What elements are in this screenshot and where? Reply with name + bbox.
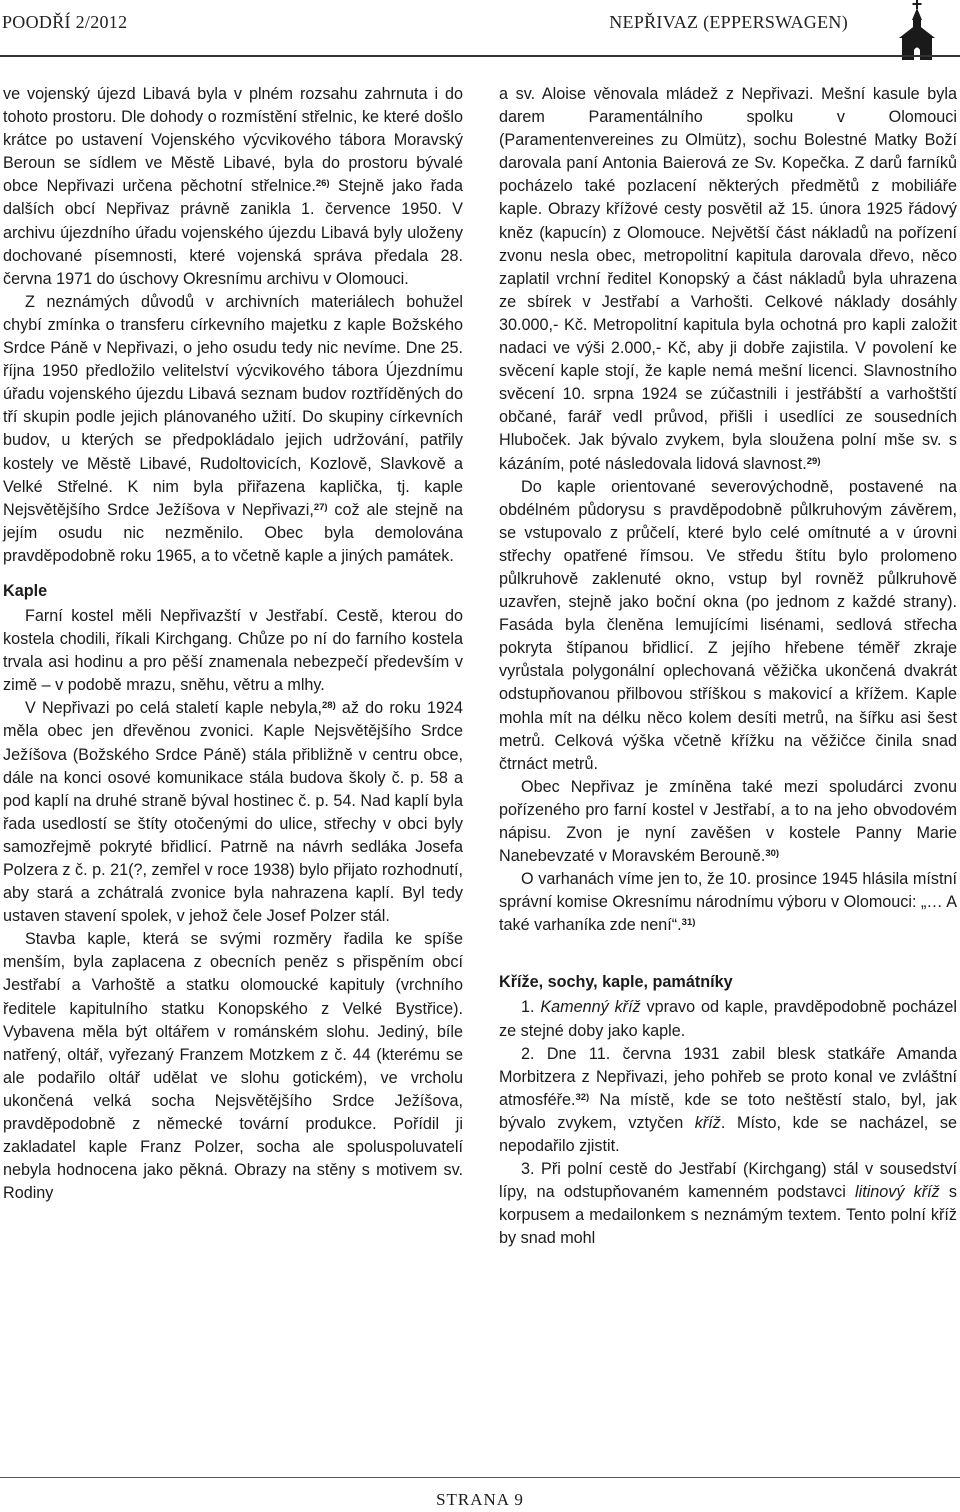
- footnote-ref[interactable]: 32): [575, 1091, 590, 1103]
- footnote-ref[interactable]: 27): [313, 501, 328, 513]
- paragraph: Stavba kaple, která se svými rozměry řadila ke spíše menším, byla zaplacena z obecních peněz s přispěním obcí Jestřabí a Varhoště a statku olomoucké kapituly (vrchního ředitele kapitulního statku Konopského z Velké Bystřice). Vybavena měla být oltářem v románském slohu. Jediný, bíle natřený, oltář, vyřezaný Franzem Motzkem z č. 44 (kterému se ale podařilo oltář udělat ve slohu gotickém), ve vrcholu ukončená velká socha Nejsvětějšího Srdce Ježíšova, pravděpodobně z německé tovární produkce. Pořídil ji zakladatel kaple Franz Polzer, socha ale spoluspoluvatelí nebyla hodnocena jako pěkná. Obrazy na stěny s motivem sv. Rodiny: [3, 930, 463, 1203]
- section-title: NEPŘIVAZ (EPPERSWAGEN): [609, 12, 848, 32]
- left-column: [3, 83, 463, 1205]
- section-heading-kaple: Kaple: [3, 581, 48, 600]
- footnote-ref[interactable]: 30): [765, 848, 780, 860]
- footer-rule: [0, 1477, 960, 1478]
- paragraph: O varhanách víme jen to, že 10. prosince 1945 hlásila místní správní komise Okresnímu národnímu výboru v Olomouci: „… A také varhaníka zde není“.$^{31)}$: [499, 870, 957, 935]
- paragraph: Z neznámých důvodů v archivních materiálech bohužel chybí zmínka o transferu církevního majetku z kaple Božského Srdce Páně v Nepřivazi, o jeho osudu tedy nic nevíme. Dne 25. října 1950 předložilo velitelství výcvikového tábora Újezdnímu úřadu vojenského újezdu Libavá seznam budov roztříděných do tří skupin podle jejich plánovaného užití. Do skupiny církevních budov, u kterých se předpokládalo jejich udržování, patřily kostely ve Městě Libavé, Rudoltovicích, Kozlově, Slavkově a Velké Střelné. K nim byla přiřazena kaplička, tj. kaple Nejsvětějšího Srdce Ježíšova v Nepřivazi,$^{27)}$ což ale stejně na jejím osudu nic nezměnilo. Obec byla demolována pravděpodobně roku 1965, a to včetně kaple a jiných památek.: [3, 292, 464, 565]
- list-item: 3. Při polní cestě do Jestřabí (Kirchgang) stál v sousedství lípy, na odstupňovaném kamenném podstavci litinový kříž s korpusem a medailonkem s neznámým textem. Tento polní kříž by snad mohl: [499, 1160, 957, 1248]
- paragraph: a sv. Aloise věnovala mládež z Nepřivazi. Mešní kasule byla darem Paramentálního spolku v Olomouci (Paramentenvereines zu Olmütz), sochu Bolestné Matky Boží darovala paní Antonia Baierová ze Sv. Kopečka. Z darů farníků pocházelo také pozlacení některých předmětů z mobiliáře kaple. Obrazy křížové cesty posvětil až 15. února 1925 řádový kněz (kapucín) z Olomouce. Největší část nákladů na pořízení zvonu nesla obec, metropolitní kapitula darovala dřevo, něco zaplatil vrchní ředitel Konopský a část nákladů byla uhrazena ze sbírek v Jestřabí a Varhošti. Celkové náklady dosáhly 30.000,- Kč. Metropolitní kapitula byla ochotná pro kapli založit nadaci ve výši 2.000,- Kč, aby ji dobře zajistila. V povolení ke svěcení kaple stojí, že kaple nemá mešní licenci. Slavnostního svěcení 10. srpna 1924 se zúčastnili i jestřábští a varhoštští občané, farář vedl průvod, přišli i usedlíci ze sousedních Hluboček. Jak bývalo zvykem, byla sloužena polní mše sv. s kázáním, poté následovala lidová slavnost.$^{29)}$: [499, 85, 957, 473]
- list-item: 2. Dne 11. června 1931 zabil blesk statkáře Amanda Morbitzera z Nepřivazi, jeho pohřeb se proto konal ve zvláštní atmosféře.$^{32)}$ Na místě, kde se toto neštěstí stalo, byl, jak bývalo zvykem, vztyčen kříž. Místo, kde se nacházel, se nepodařilo zjistit.: [499, 1044, 957, 1156]
- paragraph: Do kaple orientované severovýchodně, postavené na obdélném půdorysu s pravděpodobně půlkruhovým závěrem, se vstupovalo z průčelí, které bylo celé omítnuté a v úrovni střechy opatřené římsou. Ve středu štítu bylo prolomeno půlkruhově zaklenuté okno, vstup byl rovněž půlkruhově uzavřen, stejně jako boční okna (po jednom z každé strany). Fasáda byla členěna lemujícími lisénami, sedlová střecha pokryta štípanou břidlicí. Z jejího hřebene téměř zkraje vyrůstala polygonální oplechovaná věžička ukončená dvakrát odstupňovanou přilbovou stříškou s makovicí a křížem. Kaple mohla mít na délku něco kolem desíti metrů, na šířku asi šest metrů. Celková výška včetně křížku na věžičce činila snad čtrnáct metrů.: [499, 477, 957, 773]
- paragraph: Farní kostel měli Nepřivazští v Jestřabí. Cestě, kterou do kostela chodili, říkali Kirchgang. Chůze po ní do farního kostela trvala asi hodinu a pro pěší znamenala nebezpečí především v zimě – v podobě mrazu, sněhu, větru a mlhy.: [3, 606, 463, 695]
- paragraph: ve vojenský újezd Libavá byla v plném rozsahu zahrnuta i do tohoto prostoru. Dle dohody o rozmístění střelnic, ke které došlo krátce po ustavení Vojenského výcvikového tábora Moravský Beroun se sídlem ve Městě Libavé, byla do prostoru bývalé obce Nepřivazi určena pěchotní střelnice.$^{26)}$ Stejně jako řada dalších obcí Nepřivaz právně zanikla 1. července 1950. V archivu újezdního úřadu vojenského újezdu Libavá byly uloženy dochované písemnosti, které vojenská správa předala 28. června 1971 do úschovy Okresnímu archivu v Olomouci.: [3, 85, 463, 288]
- page-header: [0, 0, 960, 56]
- footnote-ref[interactable]: 31): [681, 917, 696, 929]
- section-heading-krize: Kříže, sochy, kaple, památníky: [499, 973, 733, 992]
- right-column: [499, 83, 957, 1251]
- footnote-ref[interactable]: 28): [322, 700, 336, 712]
- church-icon: [896, 0, 938, 60]
- header-rule: [0, 55, 960, 57]
- paragraph: Obec Nepřivaz je zmíněna také mezi spoludárci zvonu pořízeného pro farní kostel v Jestřabí, a to na jeho obvodovém nápisu. Zvon je nyní zavěšen v kostele Panny Marie Nanebevzaté v Moravském Berouně.$^{30)}$: [499, 777, 957, 866]
- footnote-ref[interactable]: 29): [806, 455, 821, 467]
- page-number: STRANA 9: [436, 1490, 524, 1509]
- journal-issue: POODŘÍ 2/2012: [2, 12, 128, 32]
- spacer: [499, 937, 957, 959]
- footnote-ref[interactable]: 26): [315, 178, 330, 190]
- paragraph: V Nepřivazi po celá staletí kaple nebyla,$^{28)}$ až do roku 1924 měla obec jen dřevěnou zvonici. Kaple Nejsvětějšího Srdce Ježíšova (Božského Srdce Páně) stála přibližně v centru obce, dále na konci osové komunikace stála budova školy č. p. 58 a pod kaplí na druhé straně býval hostinec č. p. 54. Nad kaplí byla řada usedlostí se štíty otočenými do ulice, střechy v obci byly samozřejmě pokryté břidlicí. Patrně na návrh sedláka Josefa Polzera z č. p. 21(?, zemřel v roce 1938) bylo přijato rozhodnutí, aby stará a zchátralá zvonice byla nahrazena kaplí. Byl tedy ustaven stavení spolek, v jehož čele Josef Polzer stál.: [3, 699, 463, 926]
- list-item: 1. Kamenný kříž vpravo od kaple, pravděpodobně pocházel ze stejné doby jako kaple.: [499, 998, 957, 1040]
